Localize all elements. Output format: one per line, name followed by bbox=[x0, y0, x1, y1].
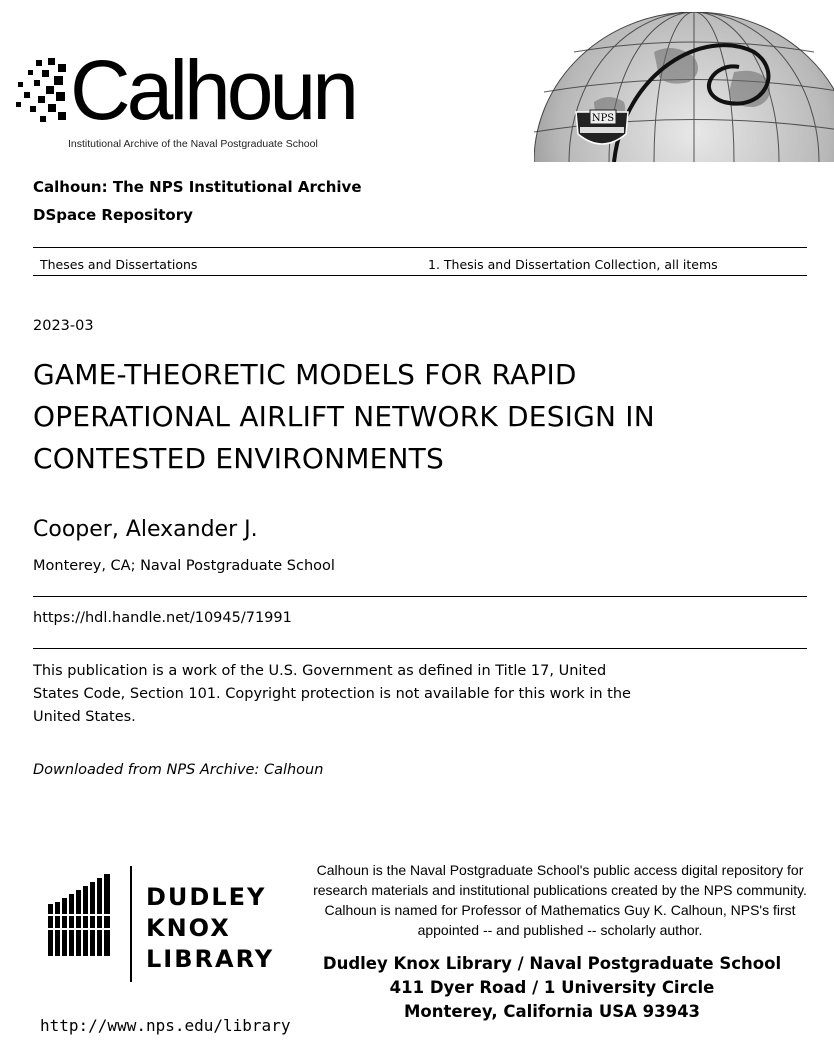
description-line: Calhoun is the Naval Postgraduate School's public access digital repository for bbox=[316, 862, 804, 878]
description-line: appointed -- and published -- scholarly author. bbox=[417, 922, 703, 938]
breadcrumb-subcollection[interactable]: 1. Thesis and Dissertation Collection, all items bbox=[428, 257, 718, 272]
document-title bbox=[33, 354, 733, 480]
title-line: CONTESTED ENVIRONMENTS bbox=[33, 442, 444, 475]
library-columns-icon bbox=[44, 874, 124, 958]
address-line: Monterey, California USA 93943 bbox=[403, 1002, 701, 1021]
nps-seal-icon bbox=[576, 110, 628, 144]
divider bbox=[33, 275, 807, 276]
author: Cooper, Alexander J. bbox=[33, 517, 258, 542]
rights-statement bbox=[33, 660, 693, 729]
repository-label: DSpace Repository bbox=[33, 206, 193, 224]
title-line: GAME-THEORETIC MODELS FOR RAPID bbox=[33, 358, 577, 391]
address-line: 411 Dyer Road / 1 University Circle bbox=[389, 978, 715, 997]
breadcrumb-collection[interactable]: Theses and Dissertations bbox=[40, 257, 198, 272]
rights-line: This publication is a work of the U.S. Government as defined in Title 17, United bbox=[33, 663, 607, 679]
globe-seal-icon bbox=[534, 12, 834, 162]
download-note: Downloaded from NPS Archive: Calhoun bbox=[33, 762, 324, 778]
library-word: DUDLEY bbox=[146, 883, 267, 911]
logo-divider bbox=[130, 866, 132, 982]
address-line: Dudley Knox Library / Naval Postgraduate School bbox=[322, 954, 782, 973]
library-word: KNOX bbox=[146, 914, 231, 942]
library-wordmark bbox=[146, 882, 274, 975]
description-line: research materials and institutional publications created by the NPS community. bbox=[313, 882, 807, 898]
library-url[interactable]: http://www.nps.edu/library bbox=[40, 1016, 291, 1035]
handle-link[interactable]: https://hdl.handle.net/10945/71991 bbox=[33, 610, 292, 626]
divider bbox=[33, 247, 807, 248]
rights-line: United States. bbox=[33, 709, 136, 725]
logo-subtitle: Institutional Archive of the Naval Postgraduate School bbox=[68, 138, 318, 150]
affiliation: Monterey, CA; Naval Postgraduate School bbox=[33, 558, 335, 574]
description-line: Calhoun is named for Professor of Mathematics Guy K. Calhoun, NPS's first bbox=[324, 902, 796, 918]
divider bbox=[33, 648, 807, 649]
divider bbox=[33, 596, 807, 597]
publication-date: 2023-03 bbox=[33, 318, 94, 334]
nps-seal-text: NPS bbox=[591, 113, 615, 124]
calhoun-description bbox=[286, 860, 834, 940]
library-address bbox=[286, 952, 818, 1024]
archive-title: Calhoun: The NPS Institutional Archive bbox=[33, 178, 362, 196]
rights-line: States Code, Section 101. Copyright protection is not available for this work in the bbox=[33, 686, 631, 702]
title-line: OPERATIONAL AIRLIFT NETWORK DESIGN IN bbox=[33, 400, 655, 433]
library-word: LIBRARY bbox=[146, 945, 275, 973]
logo-wordmark: Calhoun bbox=[70, 43, 355, 137]
dudley-knox-library-logo bbox=[44, 866, 275, 986]
pixel-mosaic-icon bbox=[14, 56, 74, 126]
calhoun-logo bbox=[14, 43, 355, 158]
